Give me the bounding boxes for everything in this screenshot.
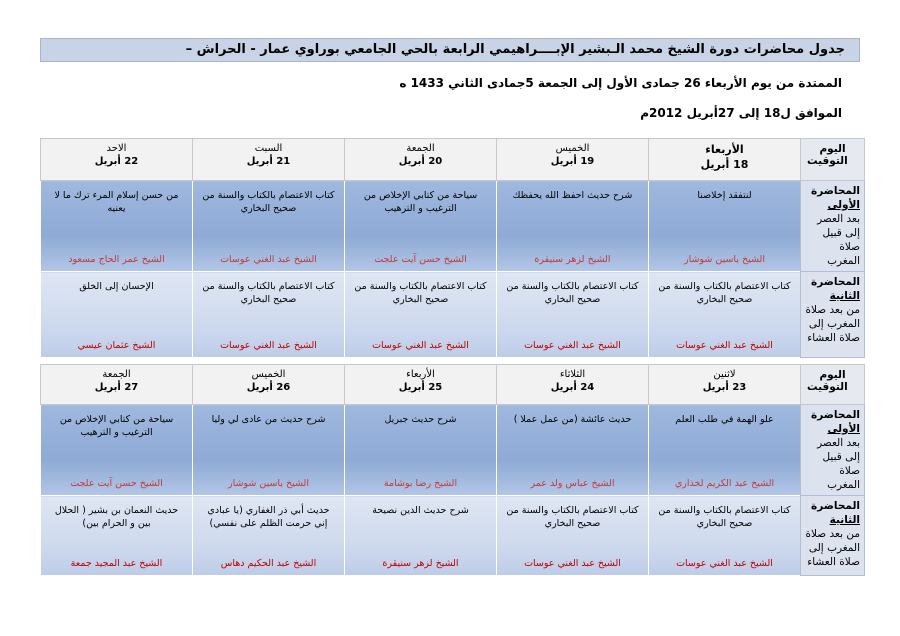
day-header: الجمعة 27 أبريل <box>41 365 193 405</box>
date-range-hijri: الممتدة من يوم الأربعاء 26 جمادى الأول إلى الجمعة 5جمادى الثاني 1433 ه <box>399 76 842 90</box>
lecture-1-row <box>41 405 865 496</box>
lecture-sheikh: الشيخ عبد الغني عوسات <box>524 340 621 351</box>
lecture-sheikh: الشيخ عبد الغني عوسات <box>220 254 317 265</box>
day-header: السبت 21 أبريل <box>193 139 345 181</box>
lecture-1-row <box>41 181 865 272</box>
lecture-topic: الإحسان إلى الخلق <box>79 281 154 292</box>
lecture-cell <box>345 405 497 496</box>
lecture-topic: شرح حديث الدين نصيحة <box>372 505 469 516</box>
lecture-topic: من حسن إسلام المرء ترك ما لا يعنيه <box>54 190 179 214</box>
lecture-cell <box>345 181 497 272</box>
lecture-sheikh: الشيخ عبد الكريم لخذاري <box>674 478 775 489</box>
day-header: الخميس 19 أبريل <box>497 139 649 181</box>
lecture-sheikh: الشيخ لزهر سنيقرة <box>382 558 459 569</box>
lecture-sheikh: الشيخ عبد الغني عوسات <box>676 340 773 351</box>
lecture-cell <box>649 181 801 272</box>
lecture-topic: لنتفقد إخلاصنا <box>697 190 752 201</box>
date-range-gregorian: الموافق ل18 إلى 27أبريل 2012م <box>640 106 842 120</box>
lecture-topic: حديث أبي ذر الغفاري (يا عبادي إني حرمت الظلم على نفسي) <box>207 505 330 529</box>
lecture-1-label: المحاضرة الأولى بعد العصر إلى قبيل صلاة المغرب <box>801 181 865 272</box>
lecture-2-row <box>41 496 865 576</box>
header-row <box>41 365 865 405</box>
lecture-cell <box>497 496 649 576</box>
schedule-week-2 <box>40 364 865 576</box>
lecture-topic: كتاب الاعتصام بالكتاب والسنة من صحيح البخاري <box>202 281 335 305</box>
lecture-cell <box>193 181 345 272</box>
lecture-sheikh: الشيخ عمر الحاج مسعود <box>68 254 165 265</box>
lecture-sheikh: الشيخ ياسين شوشار <box>684 254 765 265</box>
lecture-cell <box>649 496 801 576</box>
lecture-topic: كتاب الاعتصام بالكتاب والسنة من صحيح البخاري <box>658 505 791 529</box>
day-time-label: اليوم التوقيت <box>801 139 865 181</box>
lecture-sheikh: الشيخ حسن آيت علجت <box>70 478 163 489</box>
day-time-label: اليوم التوقيت <box>801 365 865 405</box>
lecture-cell <box>41 405 193 496</box>
day-header: الجمعة 20 أبريل <box>345 139 497 181</box>
lecture-cell <box>497 181 649 272</box>
lecture-cell <box>345 496 497 576</box>
lecture-topic: كتاب الاعتصام بالكتاب والسنة من صحيح البخاري <box>354 281 487 305</box>
lecture-topic: علو الهمة في طلب العلم <box>675 414 774 425</box>
day-header: لاثنين 23 أبريل <box>649 365 801 405</box>
lecture-1-label: المحاضرة الأولى بعد العصر إلى قبيل صلاة المغرب <box>801 405 865 496</box>
lecture-2-row <box>41 272 865 358</box>
lecture-topic: سياحة من كتابي الإخلاص من الترغيب و الترهيب <box>363 190 478 214</box>
lecture-sheikh: الشيخ لزهر سنيقرة <box>534 254 611 265</box>
lecture-sheikh: الشيخ رضا بوشامة <box>383 478 458 489</box>
document-title: جدول محاضرات دورة الشيخ محمد الـبشير الإبــــراهيمي الرابعة بالحي الجامعي بوراوي عمار - الحراش – <box>40 38 860 62</box>
lecture-2-label: المحاضرة الثانية من بعد صلاة المغرب إلى صلاة العشاء <box>801 272 865 358</box>
lecture-cell <box>193 272 345 358</box>
lecture-topic: شرح حديث احفظ الله يحفظك <box>512 190 633 201</box>
lecture-topic: شرح حديث جبريل <box>384 414 457 425</box>
lecture-sheikh: الشيخ عبد الغني عوسات <box>372 340 469 351</box>
lecture-topic: كتاب الاعتصام بالكتاب والسنة من صحيح البخاري <box>506 505 639 529</box>
lecture-topic: كتاب الاعتصام بالكتاب والسنة من صحيح البخاري <box>202 190 335 214</box>
lecture-cell <box>497 272 649 358</box>
lecture-cell <box>345 272 497 358</box>
lecture-cell <box>41 272 193 358</box>
lecture-topic: سياحة من كتابي الإخلاص من الترغيب و الترهيب <box>59 414 174 438</box>
lecture-sheikh: الشيخ عبد الغني عوسات <box>220 340 317 351</box>
lecture-sheikh: الشيخ عثمان عيسي <box>77 340 156 351</box>
lecture-cell <box>193 405 345 496</box>
lecture-topic: كتاب الاعتصام بالكتاب والسنة من صحيح البخاري <box>658 281 791 305</box>
schedule-week-1 <box>40 138 865 358</box>
lecture-sheikh: الشيخ حسن آيت علجت <box>374 254 467 265</box>
lecture-topic: حديث عائشة (من عمل عملا ) <box>513 414 632 425</box>
day-header: الثلاثاء 24 أبريل <box>497 365 649 405</box>
lecture-cell <box>649 405 801 496</box>
lecture-sheikh: الشيخ ياسين شوشار <box>228 478 309 489</box>
lecture-cell <box>193 496 345 576</box>
day-header: الأربعاء 25 أبريل <box>345 365 497 405</box>
header-row <box>41 139 865 181</box>
lecture-sheikh: الشيخ عباس ولد عمر <box>530 478 615 489</box>
lecture-cell <box>41 181 193 272</box>
day-header: الاحد 22 أبريل <box>41 139 193 181</box>
lecture-2-label: المحاضرة الثانية من بعد صلاة المغرب إلى صلاة العشاء <box>801 496 865 576</box>
day-header: الخميس 26 أبريل <box>193 365 345 405</box>
lecture-sheikh: الشيخ عبد الغني عوسات <box>524 558 621 569</box>
lecture-sheikh: الشيخ عبد المجيد جمعة <box>70 558 163 569</box>
lecture-topic: شرح حديث من عادى لي وليا <box>211 414 326 425</box>
lecture-cell <box>497 405 649 496</box>
lecture-sheikh: الشيخ عبد الغني عوسات <box>676 558 773 569</box>
day-header: الأربعاء 18 أبريل <box>649 139 801 181</box>
lecture-topic: حديث النعمان بن بشير ( الحلال بين و الحرام بين) <box>54 505 179 529</box>
lecture-cell <box>649 272 801 358</box>
lecture-cell <box>41 496 193 576</box>
lecture-topic: كتاب الاعتصام بالكتاب والسنة من صحيح البخاري <box>506 281 639 305</box>
lecture-sheikh: الشيخ عبد الحكيم دهاس <box>220 558 317 569</box>
